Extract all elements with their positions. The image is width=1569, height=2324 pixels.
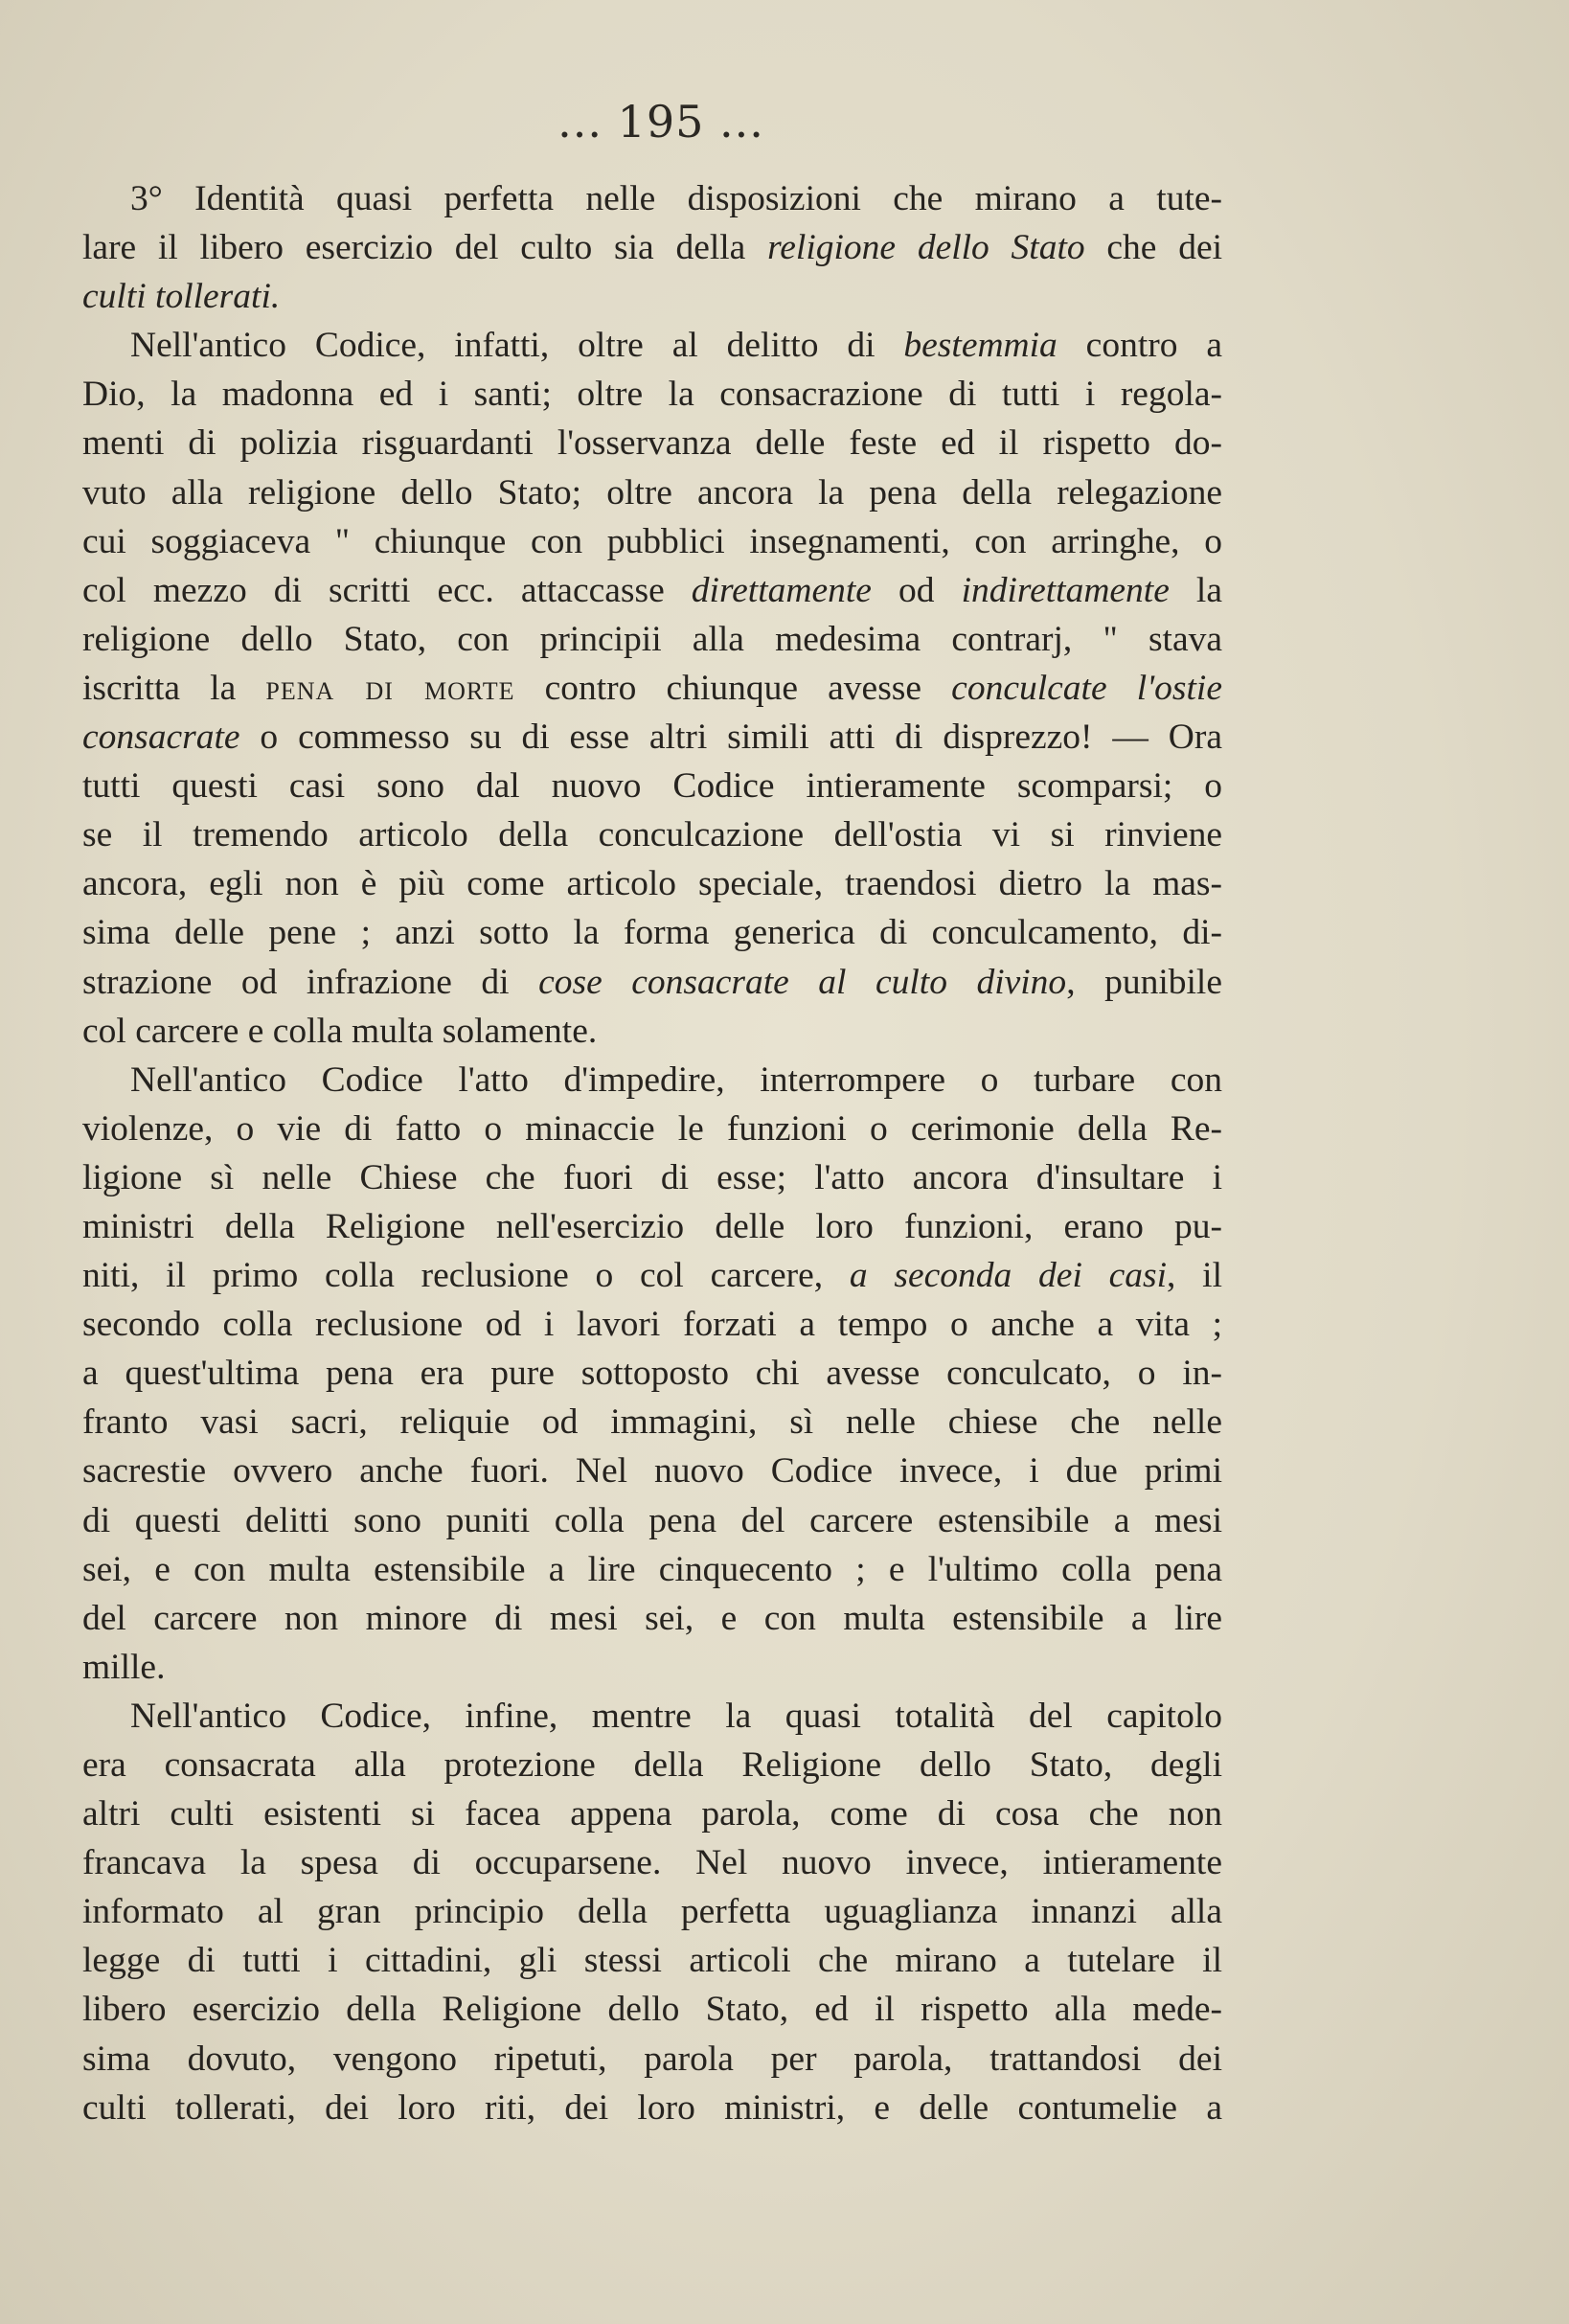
text-segment: vuto alla religione dello Stato; oltre ancora la pena della relegazione bbox=[82, 472, 1222, 513]
text-segment: niti, il primo colla reclusione o col carcere, bbox=[82, 1256, 850, 1296]
text-segment: pena di morte bbox=[265, 668, 515, 708]
text-line bbox=[82, 1105, 1222, 1153]
text-segment: informato al gran principio della perfetta uguaglianza innanzi alla bbox=[82, 1892, 1222, 1932]
text-segment: strazione od infrazione di bbox=[82, 962, 539, 1002]
text-segment: la bbox=[1169, 570, 1222, 610]
text-segment: francava la spesa di occuparsene. Nel nuovo invece, intieramente bbox=[82, 1843, 1222, 1883]
text-segment: direttamente bbox=[691, 570, 872, 610]
text-line bbox=[82, 1398, 1222, 1447]
text-line bbox=[82, 1496, 1222, 1545]
text-line bbox=[82, 1153, 1222, 1202]
page-number: ... 195 ... bbox=[557, 96, 764, 148]
text-segment: franto vasi sacri, reliquie od immagini, sì nelle chiese che nelle bbox=[82, 1402, 1222, 1443]
text-segment: menti di polizia risguardanti l'osservanza delle feste ed il rispetto do- bbox=[82, 423, 1222, 464]
text-segment: a seconda dei casi bbox=[849, 1256, 1168, 1296]
text-segment: che dei bbox=[1084, 228, 1223, 268]
text-line bbox=[82, 908, 1222, 957]
text-segment: culti tollerati, dei loro riti, dei loro ministri, e delle contumelie a bbox=[82, 2087, 1222, 2128]
text-line bbox=[82, 1643, 1222, 1692]
text-segment: , punibile bbox=[1066, 962, 1222, 1002]
text-segment: sima delle pene ; anzi sotto la forma generica di conculcamento, di- bbox=[82, 913, 1222, 953]
text-segment: a quest'ultima pena era pure sottoposto chi avesse conculcato, o in- bbox=[82, 1354, 1222, 1394]
text-line bbox=[82, 370, 1222, 419]
text-line bbox=[82, 859, 1222, 908]
text-segment: culti tollerati. bbox=[82, 277, 281, 317]
text-line bbox=[82, 1545, 1222, 1594]
text-segment: bestemmia bbox=[903, 326, 1057, 366]
text-line bbox=[82, 762, 1222, 810]
text-segment: era consacrata alla protezione della Religione dello Stato, degli bbox=[82, 1745, 1222, 1785]
text-line bbox=[82, 958, 1222, 1007]
text-segment: tutti questi casi sono dal nuovo Codice intieramente scomparsi; o bbox=[82, 766, 1222, 807]
text-segment: ligione sì nelle Chiese che fuori di esse; l'atto ancora d'insultare i bbox=[82, 1157, 1222, 1197]
text-segment: di questi delitti sono puniti colla pena del carcere estensibile a mesi bbox=[82, 1500, 1222, 1540]
text-segment: indirettamente bbox=[961, 570, 1170, 610]
text-segment: altri culti esistenti si facea appena parola, come di cosa che non bbox=[82, 1794, 1222, 1834]
text-segment: sima dovuto, vengono ripetuti, parola per parola, trattandosi dei bbox=[82, 2039, 1222, 2079]
text-segment: conculcate l'ostie bbox=[951, 668, 1222, 708]
text-segment: Nell'antico Codice, infatti, oltre al delitto di bbox=[130, 326, 904, 366]
text-segment: col carcere e colla multa solamente. bbox=[82, 1011, 598, 1051]
text-segment: cui soggiaceva " chiunque con pubblici insegnamenti, con arringhe, o bbox=[82, 521, 1222, 561]
text-line bbox=[82, 1056, 1222, 1105]
text-segment: sacrestie ovvero anche fuori. Nel nuovo Codice invece, i due primi bbox=[82, 1451, 1222, 1492]
text-line bbox=[82, 174, 1222, 223]
text-segment: contro chiunque avesse bbox=[514, 668, 952, 708]
text-segment: col mezzo di scritti ecc. attaccasse bbox=[82, 570, 692, 610]
text-segment: ancora, egli non è più come articolo speciale, traendosi dietro la mas- bbox=[82, 864, 1222, 904]
text-segment: ministri della Religione nell'esercizio delle loro funzioni, erano pu- bbox=[82, 1206, 1222, 1246]
text-segment: secondo colla reclusione od i lavori forzati a tempo o anche a vita ; bbox=[82, 1305, 1222, 1345]
text-segment: legge di tutti i cittadini, gli stessi articoli che mirano a tutelare il bbox=[82, 1941, 1222, 1981]
text-line bbox=[82, 1887, 1222, 1936]
text-line bbox=[82, 517, 1222, 566]
text-line bbox=[82, 468, 1222, 517]
text-segment: consacrate bbox=[82, 718, 240, 758]
text-segment: od bbox=[871, 570, 962, 610]
text-line bbox=[82, 1936, 1222, 1985]
body-text bbox=[82, 174, 1222, 2132]
text-segment: del carcere non minore di mesi sei, e con multa estensibile a lire bbox=[82, 1598, 1222, 1638]
text-line bbox=[82, 1838, 1222, 1887]
text-line bbox=[82, 223, 1222, 272]
text-segment: Dio, la madonna ed i santi; oltre la consacrazione di tutti i regola- bbox=[82, 375, 1222, 415]
text-line bbox=[82, 1741, 1222, 1789]
text-segment: cose consacrate al culto divino bbox=[538, 962, 1067, 1002]
text-segment: religione dello Stato, con principii alla medesima contrarj, " stava bbox=[82, 619, 1222, 659]
text-segment: sei, e con multa estensibile a lire cinquecento ; e l'ultimo colla pena bbox=[82, 1549, 1222, 1589]
text-line bbox=[82, 1007, 1222, 1056]
text-segment: se il tremendo articolo della conculcazione dell'ostia vi si rinviene bbox=[82, 815, 1222, 855]
text-line bbox=[82, 419, 1222, 467]
text-line bbox=[82, 1447, 1222, 1495]
text-segment: iscritta la bbox=[82, 668, 266, 708]
text-line bbox=[82, 566, 1222, 615]
text-segment: Nell'antico Codice l'atto d'impedire, interrompere o turbare con bbox=[130, 1059, 1222, 1100]
text-segment: libero esercizio della Religione dello Stato, ed il rispetto alla mede- bbox=[82, 1990, 1222, 2030]
text-line bbox=[82, 1692, 1222, 1741]
text-line bbox=[82, 2084, 1222, 2132]
text-segment: religione dello Stato bbox=[767, 228, 1085, 268]
text-segment: lare il libero esercizio del culto sia della bbox=[82, 228, 768, 268]
text-segment: , il bbox=[1167, 1256, 1222, 1296]
text-segment: violenze, o vie di fatto o minaccie le funzioni o cerimonie della Re- bbox=[82, 1108, 1222, 1149]
text-line bbox=[82, 321, 1222, 370]
text-segment: o commesso su di esse altri simili atti di disprezzo! — Ora bbox=[239, 718, 1222, 758]
text-segment: mille. bbox=[82, 1647, 166, 1687]
text-line bbox=[82, 1594, 1222, 1643]
text-segment: 3° Identità quasi perfetta nelle disposizioni che mirano a tute- bbox=[130, 179, 1222, 218]
text-line bbox=[82, 1985, 1222, 2034]
text-line bbox=[82, 664, 1222, 713]
text-line bbox=[82, 713, 1222, 762]
text-line bbox=[82, 1202, 1222, 1251]
text-line bbox=[82, 615, 1222, 664]
text-line bbox=[82, 1789, 1222, 1838]
text-line bbox=[82, 272, 1222, 321]
text-segment: contro a bbox=[1057, 326, 1222, 366]
text-line bbox=[82, 2035, 1222, 2084]
text-line bbox=[82, 1349, 1222, 1398]
text-line bbox=[82, 810, 1222, 859]
text-line bbox=[82, 1300, 1222, 1349]
text-segment: Nell'antico Codice, infine, mentre la quasi totalità del capitolo bbox=[130, 1696, 1222, 1736]
text-line bbox=[82, 1251, 1222, 1300]
